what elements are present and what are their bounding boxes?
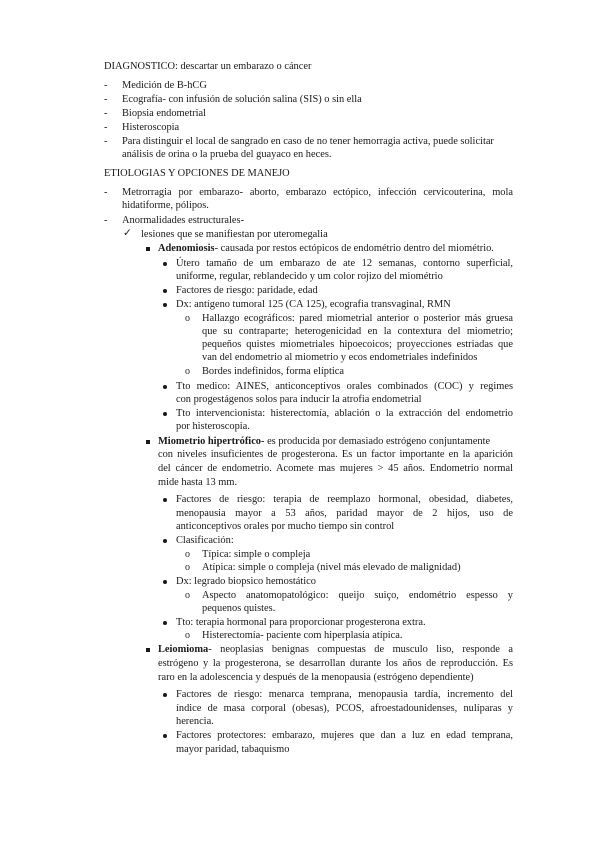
round-bullet [163,289,167,293]
bullet-text-cont: uniforme, regular, reblandecido y um color rojizo del miométrio [176,271,443,282]
dash-marker: - [104,136,108,147]
miometrio-desc: es producida por demasiado estrógeno conjuntamente [264,436,491,447]
sub-bullet-text: Típica: simple o compleja [202,549,311,560]
leiomioma-line [158,643,513,656]
etio-item: Anormalidades estructurales- [122,215,245,226]
circle-bullet: o [185,366,190,377]
square-bullet [146,440,150,444]
adenomiosis-title: Adenomiosis [158,243,215,254]
bullet-text: Factores de riesgo: terapia de reemplazo hormonal, obesidad, diabetes, [176,494,513,505]
dash-marker: - [104,215,108,226]
bullet-text: Tto medico: AINES, anticonceptivos orales combinados (COC) y regimes [176,381,513,392]
adenomiosis-desc: - causada por restos ectópicos de endométrio dentro del miométrio. [214,243,494,254]
round-bullet [163,539,167,543]
round-bullet [163,498,167,502]
bullet-text-cont: anticonceptivos orales por mucho tiempo sin control [176,521,395,532]
bullet-text: Dx: legrado biopsico hemostático [176,576,316,587]
paragraph-text: del cáncer de endometrio. Acomete mas mujeres > 45 años. Endometrio normal [158,463,513,474]
diag-item: Ecografía- con infusión de solución salina (SIS) o sin ella [122,94,362,105]
sub-bullet-text-cont: que su contraparte; heterogenicidad en la contextura del miometrio; [202,326,513,337]
bullet-text: Clasificación: [176,535,234,546]
bullet-text: Factores protectores: embarazo, mujeres que dan a luz en edad temprana, [176,730,513,741]
round-bullet [163,262,167,266]
sub-bullet-text: Bordes indefinidos, forma elíptica [202,366,344,377]
leiomioma-title: Leiomioma [158,644,209,655]
miometrio-title: Miometrio hipertrófico- [158,436,265,447]
miometrio-line [158,435,490,448]
dash-marker: - [104,94,108,105]
round-bullet [163,412,167,416]
round-bullet [163,693,167,697]
diagnostico-heading: DIAGNOSTICO: descartar un embarazo o cáncer [104,61,312,72]
etiologias-heading: ETIOLOGIAS Y OPCIONES DE MANEJO [104,168,290,179]
bullet-text: Útero tamaño de um embarazo de ate 12 semanas, contorno superficial, [176,258,513,269]
square-bullet [146,648,150,652]
etio-item: Metrorragia por embarazo- aborto, embarazo ectópico, infección cervicouterina, mola [122,187,513,198]
sub-bullet-text: Atípica: simple o compleja (nivel más elevado de malignidad) [202,562,461,573]
bullet-text: Factores de riesgo: menarca temprana, menopausia tardía, incremento del [176,689,513,700]
circle-bullet: o [185,562,190,573]
round-bullet [163,580,167,584]
leiomioma-desc: - neoplasias benignas compuestas de musculo liso, responde a [208,644,513,655]
bullet-text-cont: con progestágenos solos para inducir la atrofia endometrial [176,394,422,405]
bullet-text-cont: menopausia mayor a 53 años, paridad mayor de 2 hijos, uso de [176,508,513,519]
round-bullet [163,303,167,307]
square-bullet [146,247,150,251]
bullet-text: Dx: antígeno tumoral 125 (CA 125), ecografia transvaginal, RMN [176,299,451,310]
circle-bullet: o [185,549,190,560]
paragraph-text: raro en la adolescencia y después de la menopausia (estrógeno dependiente) [158,672,474,683]
dash-marker: - [104,108,108,119]
paragraph-text: estrógeno y la progesterona, se desarrollan durante los años de reproducción. Es [158,658,513,669]
paragraph-text: con niveles insuficientes de progesterona. Es un factor importante en la aparición [158,449,513,460]
bullet-text: Factores de riesgo: paridade, edad [176,285,318,296]
circle-bullet: o [185,313,190,324]
paragraph-text: mide hasta 13 mm. [158,477,238,488]
round-bullet [163,734,167,738]
diag-item: Biopsia endometrial [122,108,206,119]
adenomiosis-line [158,242,494,255]
bullet-text: Tto intervencionista: histerectomía, ablación o la extracción del endometrio [176,408,513,419]
sub-bullet-text: Hallazgo ecográficos: pared miometrial anterior o posterior más gruesa [202,313,513,324]
diag-item-cont: análisis de orina o la prueba del guayaco en heces. [122,149,332,160]
diag-item: Medición de B-hCG [122,80,207,91]
bullet-text-cont: por histeroscopia. [176,421,250,432]
check-item: lesiones que se manifiestan por uteromegalia [141,229,328,240]
dash-marker: - [104,187,108,198]
diag-item: Histeroscopia [122,122,180,133]
sub-bullet-text-cont: pequenos quistes. [202,603,276,614]
dash-marker: - [104,80,108,91]
bullet-text-cont: herencia. [176,716,214,727]
circle-bullet: o [185,590,190,601]
bullet-text-cont: índice de masa corporal (obesas), PCOS, afroestadounidenses, nulíparas y [176,703,513,714]
sub-bullet-text-cont: van del endometrio al miometrio y ecos endometriales indefinidos [202,352,478,363]
circle-bullet: o [185,630,190,641]
round-bullet [163,621,167,625]
diag-item: Para distinguir el local de sangrado en caso de no tener hemorragia activa, puede solicitar [122,136,494,147]
checkmark-icon: ✓ [123,228,132,239]
dash-marker: - [104,122,108,133]
sub-bullet-text: Aspecto anatomopatológico: queijo suiço, endométrio espesso y [202,590,513,601]
round-bullet [163,385,167,389]
bullet-text: Tto: terapia hormonal para proporcionar progesterona extra. [176,617,426,628]
etio-item-cont: hidatiforme, pólipos. [122,200,209,211]
sub-bullet-text-cont: pequeños quistes miometriales hipoecoicos; proyecciones estriadas que [202,339,513,350]
bullet-text-cont: mayor paridad, tabaquismo [176,744,290,755]
sub-bullet-text: Histerectomía- paciente com hiperplasia atípica. [202,630,403,641]
